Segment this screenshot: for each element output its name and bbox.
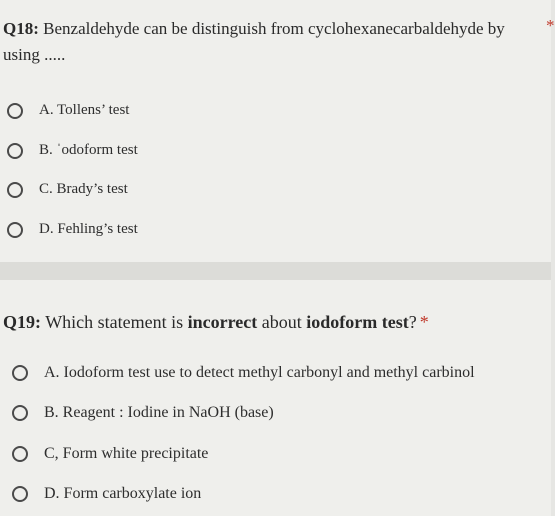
question-body-q19-part2: about [257, 312, 307, 332]
question-text-q19 [3, 309, 523, 335]
question-body-q19-part3: ? [408, 312, 417, 332]
option-label: A. Iodoform test use to detect methyl carbonyl and methyl carbinol [44, 364, 475, 381]
question-emphasis-iodoform: iodoform test [306, 312, 409, 332]
question-number-q19: Q19: [3, 312, 41, 332]
question-body-q18: Benzaldehyde can be distinguish from cyclohexanecarbaldehyde by using ..... [3, 19, 505, 64]
radio-button[interactable] [12, 446, 28, 462]
option-q18-d[interactable] [7, 221, 138, 238]
question-number-q18: Q18: [3, 19, 39, 38]
radio-button[interactable] [7, 103, 23, 119]
required-asterisk-q18: * [546, 16, 555, 35]
option-label: A. Tollens’ test [39, 102, 130, 118]
radio-button[interactable] [7, 222, 23, 238]
option-q19-a[interactable] [12, 364, 475, 382]
required-asterisk-q19: * [419, 312, 429, 332]
option-q19-d[interactable] [12, 485, 201, 503]
option-q18-b[interactable] [7, 142, 138, 159]
radio-button[interactable] [7, 182, 23, 198]
option-q18-a[interactable] [7, 102, 129, 119]
radio-button[interactable] [12, 405, 28, 421]
option-q18-c[interactable] [7, 181, 128, 198]
option-label: C, Form white precipitate [44, 445, 209, 462]
option-label: D. Fehling’s test [39, 221, 138, 237]
question-emphasis-incorrect: incorrect [187, 312, 258, 332]
option-label: B. ˈodoform test [39, 142, 138, 158]
option-q19-c[interactable] [12, 445, 208, 463]
question-text-q18 [3, 16, 555, 68]
radio-button[interactable] [12, 486, 28, 502]
radio-button[interactable] [7, 143, 23, 159]
question-body-q19-part1: Which statement is [45, 312, 188, 332]
section-divider [0, 262, 551, 280]
option-label: B. Reagent : Iodine in NaOH (base) [44, 404, 274, 421]
radio-button[interactable] [12, 365, 28, 381]
option-label: C. Brady’s test [39, 181, 128, 197]
option-label: D. Form carboxylate ion [44, 485, 202, 502]
option-q19-b[interactable] [12, 404, 274, 422]
